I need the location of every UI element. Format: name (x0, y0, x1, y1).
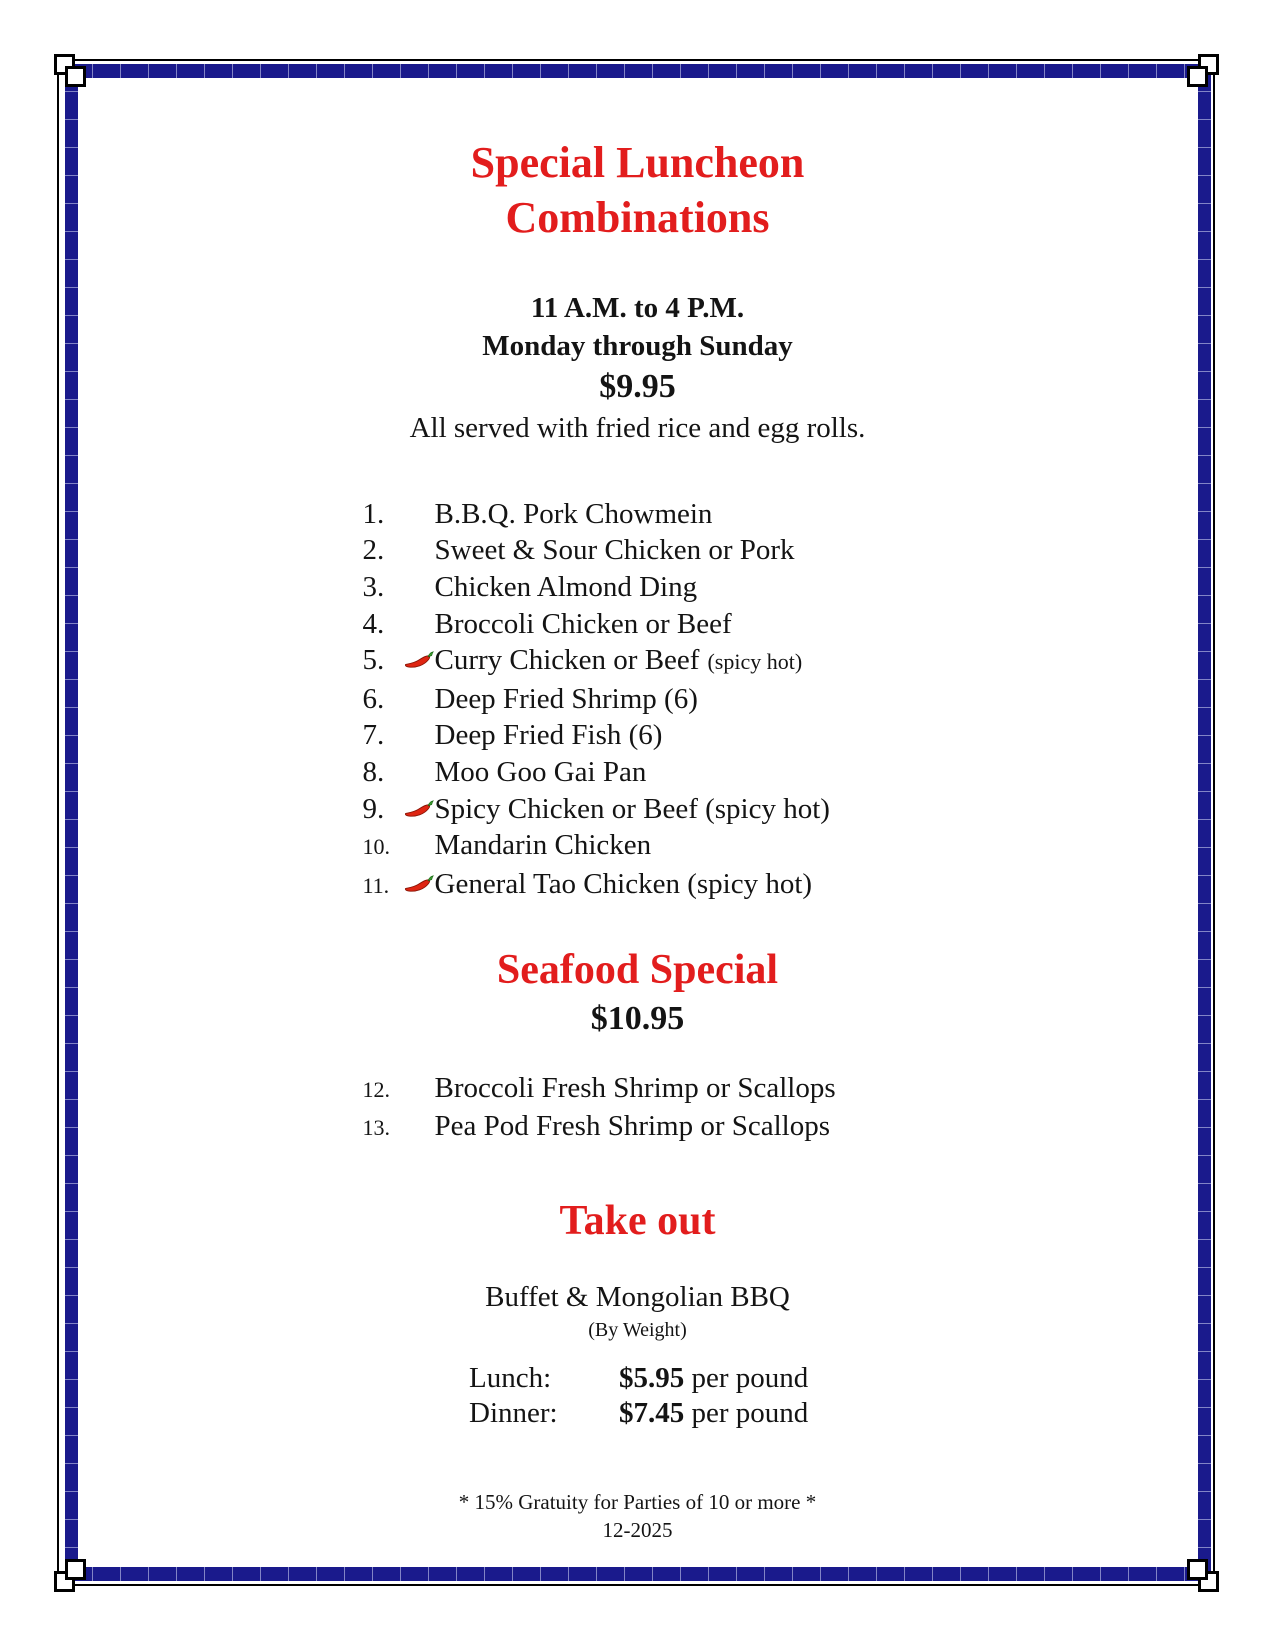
corner-square-icon (1187, 1559, 1208, 1580)
item-number: 11. (362, 872, 390, 898)
item-number: 3. (362, 571, 385, 604)
item-number: 10. (362, 834, 390, 860)
price-row-label: Lunch: (469, 1362, 552, 1395)
hours-block (92, 290, 1183, 365)
lunch-price: $9.95 (599, 368, 676, 406)
takeout-price-table (469, 1363, 899, 1430)
price-amount: $5.95 (619, 1362, 685, 1395)
corner-square-icon (65, 1559, 86, 1580)
menu-content (92, 135, 1183, 1545)
item-number: 4. (362, 607, 385, 640)
chili-pepper-icon (404, 866, 435, 903)
item-label: B.B.Q. Pork Chowmein (434, 497, 713, 530)
corner-square-icon (65, 66, 86, 87)
item-label: Broccoli Fresh Shrimp or Scallops (434, 1071, 836, 1104)
item-label: Curry Chicken or Beef (434, 644, 700, 677)
item-number: 5. (362, 644, 385, 677)
price-unit: per pound (684, 1362, 809, 1395)
price-row-value (619, 1363, 808, 1395)
lunch-combination-list (363, 496, 913, 905)
footer (92, 1488, 1183, 1545)
item-label: Spicy Chicken or Beef (spicy hot) (434, 792, 830, 825)
hours-line2: Monday through Sunday (482, 329, 793, 362)
item-note: (spicy hot) (707, 649, 803, 675)
menu-item (363, 866, 913, 905)
item-label: Broccoli Chicken or Beef (434, 607, 732, 640)
seafood-special-heading: Seafood Special (496, 947, 779, 994)
item-label: Deep Fried Fish (6) (434, 719, 663, 752)
by-weight-note: (By Weight) (588, 1319, 687, 1342)
item-label: Deep Fried Shrimp (6) (434, 682, 698, 715)
menu-item (363, 791, 913, 828)
item-number: 13. (362, 1115, 390, 1141)
price-unit: per pound (684, 1396, 809, 1429)
gratuity-note: * 15% Gratuity for Parties of 10 or more * (458, 1489, 817, 1514)
item-number: 7. (362, 719, 385, 752)
menu-item (363, 754, 913, 791)
menu-item (363, 827, 913, 866)
price-row (469, 1398, 899, 1430)
item-number: 6. (362, 682, 385, 715)
seafood-price: $10.95 (590, 999, 685, 1037)
menu-item (363, 717, 913, 754)
price-row-value (619, 1398, 808, 1430)
corner-square-icon (1187, 66, 1208, 87)
item-number: 9. (362, 792, 385, 825)
item-label: Mandarin Chicken (434, 829, 652, 862)
page-title (92, 135, 1183, 245)
item-label: Chicken Almond Ding (434, 571, 698, 604)
menu-item (363, 1108, 913, 1147)
item-label: General Tao Chicken (spicy hot) (434, 867, 813, 900)
menu-item (363, 1070, 913, 1109)
page-border-band-bottom (65, 1567, 1211, 1581)
menu-date: 12-2025 (602, 1518, 673, 1543)
served-note: All served with fried rice and egg rolls. (409, 412, 866, 445)
price-row-label: Dinner: (469, 1396, 558, 1429)
price-row (469, 1363, 899, 1395)
menu-item (363, 532, 913, 569)
seafood-list (363, 1070, 913, 1147)
item-number: 1. (362, 497, 385, 530)
page-border-band-top (65, 64, 1211, 78)
menu-item (363, 496, 913, 533)
page-border-band-right (1198, 64, 1211, 1581)
menu-item (363, 606, 913, 643)
chili-pepper-icon (404, 791, 435, 828)
item-label: Moo Goo Gai Pan (434, 756, 647, 789)
item-label: Pea Pod Fresh Shrimp or Scallops (434, 1110, 831, 1143)
page-border-band-left (65, 64, 78, 1581)
page-title-line2: Combinations (505, 193, 770, 242)
item-label: Sweet & Sour Chicken or Pork (434, 534, 795, 567)
hours-line1: 11 A.M. to 4 P.M. (530, 292, 745, 324)
menu-item (363, 642, 913, 681)
menu-item (363, 569, 913, 606)
takeout-heading: Take out (559, 1197, 716, 1244)
chili-pepper-icon (404, 642, 435, 679)
item-number: 12. (362, 1076, 390, 1102)
item-number: 8. (362, 756, 385, 789)
page-title-line1: Special Luncheon (470, 138, 805, 187)
buffet-subheading: Buffet & Mongolian BBQ (485, 1281, 790, 1314)
menu-item (363, 681, 913, 718)
item-number: 2. (362, 534, 385, 567)
price-amount: $7.45 (619, 1396, 685, 1429)
